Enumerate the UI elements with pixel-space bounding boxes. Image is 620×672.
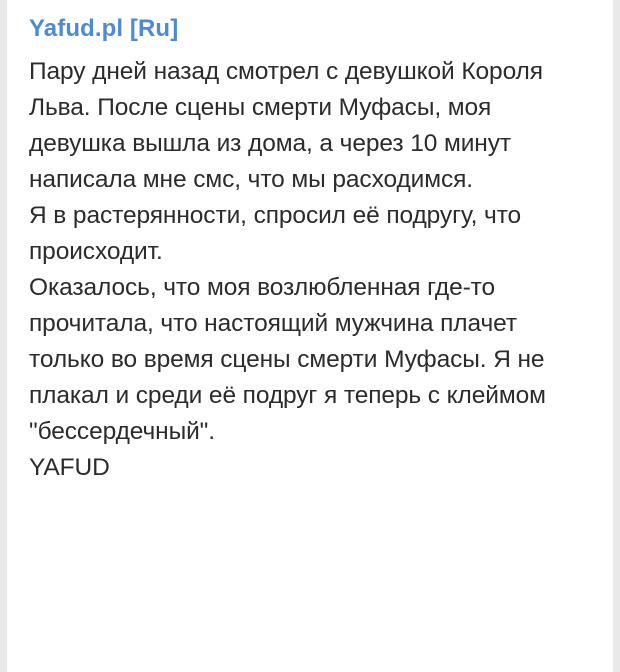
source-title[interactable]: Yafud.pl [Ru] <box>29 15 179 42</box>
post-paragraph: Я в растерянности, спросил её подругу, что происходит. <box>29 202 522 265</box>
post-paragraph: Пару дней назад смотрел с девушкой Короля Льва. После сцены смерти Муфасы, моя девушка вышла из дома, а через 10 минут написала мне смс, что мы расходимся. <box>29 58 543 193</box>
post-body <box>29 54 591 486</box>
post-signature: YAFUD <box>29 454 110 481</box>
post-paragraph: Оказалось, что моя возлюбленная где-то прочитала, что настоящий мужчина плачет только во время сцены смерти Муфасы. Я не плакал и среди её подруг я теперь с клеймом "бессердечный". <box>29 274 546 445</box>
